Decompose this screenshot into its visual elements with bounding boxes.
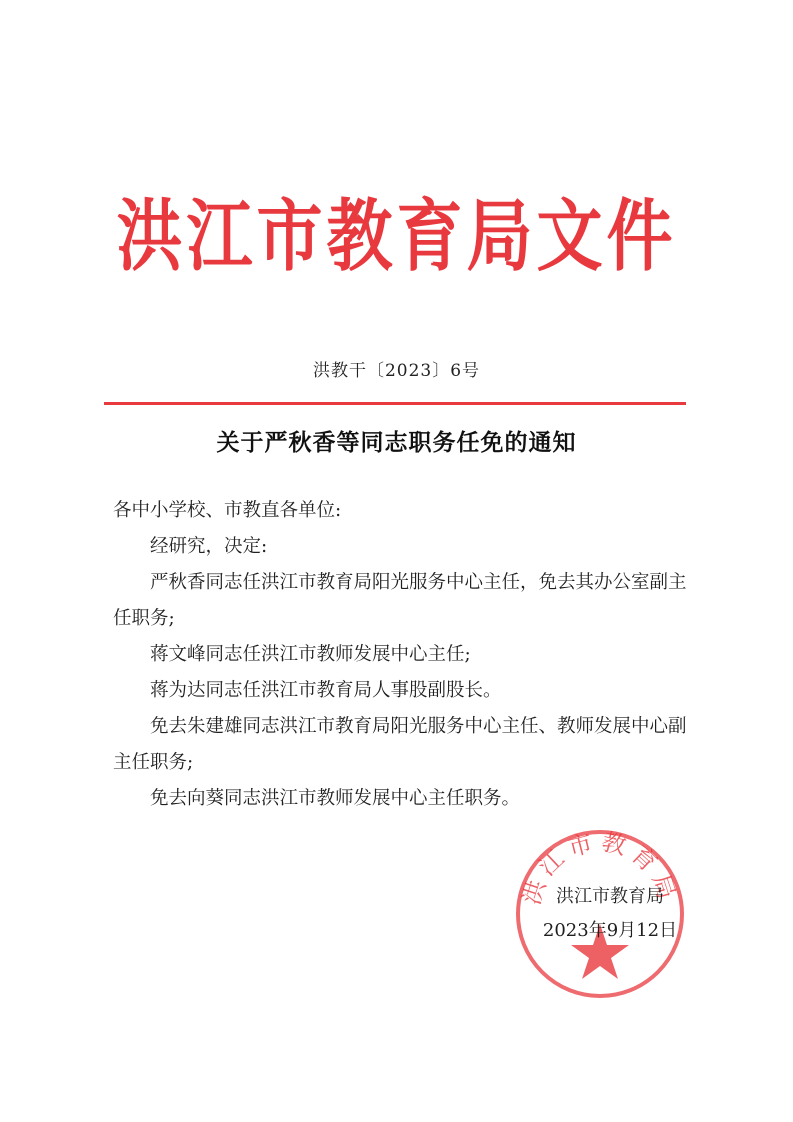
issue-date: 2023年9月12日 — [542, 920, 678, 941]
signature-block — [500, 880, 720, 948]
document-body — [113, 493, 688, 817]
body-paragraph: 蒋文峰同志任洪江市教师发展中心主任; — [150, 644, 471, 665]
salutation: 各中小学校、市教直各单位: — [113, 500, 342, 521]
body-paragraph: 蒋为达同志任洪江市教育局人事股副股长。 — [150, 680, 502, 701]
document-number: 洪教干〔2023〕6号 — [312, 361, 481, 381]
body-paragraph: 免去向葵同志洪江市教师发展中心主任职务。 — [150, 788, 521, 809]
document-title: 关于严秋香等同志职务任免的通知 — [216, 430, 577, 456]
masthead-title: 洪江市教育局文件 — [116, 190, 677, 282]
seal-text: 洪江市教育局 — [517, 827, 683, 909]
body-paragraph: 经研究，决定: — [150, 536, 268, 557]
body-paragraph: 严秋香同志任洪江市教育局阳光服务中心主任，免去其办公室副主任职务; — [113, 572, 687, 629]
red-divider-line — [104, 402, 686, 405]
body-paragraph: 免去朱建雄同志洪江市教育局阳光服务中心主任、教师发展中心副主任职务; — [113, 716, 687, 773]
issuer-name: 洪江市教育局 — [556, 886, 664, 907]
